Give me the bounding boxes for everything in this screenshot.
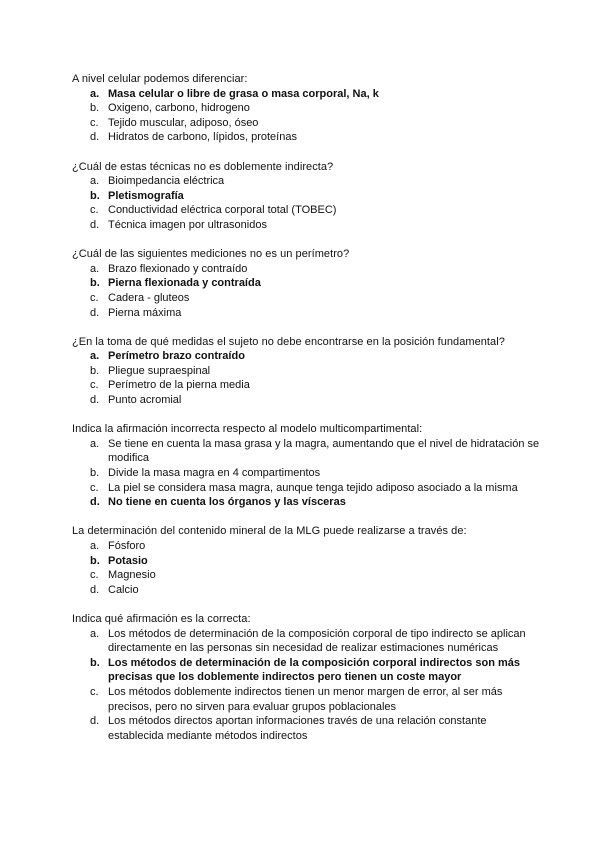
option-marker: b. bbox=[90, 189, 100, 202]
options-list bbox=[72, 87, 542, 145]
option-item bbox=[72, 627, 542, 656]
option-text: Los métodos de determinación de la composición corporal de tipo indirecto se aplican directamente en las personas sin necesidad de realizar estimaciones numéricas bbox=[108, 627, 526, 655]
option-item bbox=[72, 378, 542, 393]
option-marker: c. bbox=[90, 291, 99, 304]
option-text: Calcio bbox=[108, 583, 139, 596]
option-text: Cadera - gluteos bbox=[108, 291, 190, 304]
option-item bbox=[72, 583, 542, 598]
option-marker: d. bbox=[90, 496, 100, 509]
option-text: La piel se considera masa magra, aunque tenga tejido adiposo asociado a la misma bbox=[108, 481, 518, 494]
option-text: Pierna flexionada y contraída bbox=[108, 277, 261, 290]
option-item bbox=[72, 466, 542, 481]
question-text: La determinación del contenido mineral de la MLG puede realizarse a través de: bbox=[72, 525, 467, 538]
option-text: Pletismografía bbox=[108, 189, 184, 202]
option-marker: b. bbox=[90, 364, 100, 377]
option-item bbox=[72, 130, 542, 145]
option-item bbox=[72, 685, 542, 714]
question-text: Indica qué afirmación es la correcta: bbox=[72, 612, 251, 625]
option-marker: b. bbox=[90, 102, 100, 115]
option-marker: b. bbox=[90, 656, 100, 669]
option-item-correct bbox=[72, 656, 542, 685]
option-text: Tejido muscular, adiposo, óseo bbox=[108, 116, 259, 129]
option-item-correct bbox=[72, 189, 542, 204]
option-marker: a. bbox=[90, 175, 100, 188]
option-marker: d. bbox=[90, 218, 100, 231]
option-item bbox=[72, 714, 542, 743]
question-text: ¿Cuál de estas técnicas no es doblemente indirecta? bbox=[72, 160, 334, 173]
option-marker: d. bbox=[90, 131, 100, 144]
option-marker: c. bbox=[90, 481, 99, 494]
question-block bbox=[72, 612, 542, 743]
option-marker: a. bbox=[90, 262, 100, 275]
option-marker: a. bbox=[90, 350, 100, 363]
option-marker: a. bbox=[90, 437, 100, 450]
question-text: ¿En la toma de qué medidas el sujeto no debe encontrarse en la posición fundamental? bbox=[72, 335, 505, 348]
option-text: Conductividad eléctrica corporal total (TOBEC) bbox=[108, 204, 337, 217]
option-marker: d. bbox=[90, 583, 100, 596]
option-text: Se tiene en cuenta la masa grasa y la magra, aumentando que el nivel de hidratación se modifica bbox=[108, 437, 540, 465]
option-text: Oxigeno, carbono, hidrogeno bbox=[108, 102, 250, 115]
question-text: Indica la afirmación incorrecta respecto al modelo multicompartimental: bbox=[72, 423, 423, 436]
options-list bbox=[72, 262, 542, 320]
option-item bbox=[72, 116, 542, 131]
option-text: Brazo flexionado y contraído bbox=[108, 262, 248, 275]
option-marker: a. bbox=[90, 87, 100, 100]
option-text: Los métodos directos aportan informaciones través de una relación constante establecida mediante métodos indirectos bbox=[108, 715, 487, 742]
option-item-correct bbox=[72, 554, 542, 569]
option-text: Magnesio bbox=[108, 569, 156, 582]
option-marker: b. bbox=[90, 467, 100, 480]
option-text: Perímetro brazo contraído bbox=[108, 350, 245, 363]
option-text: Fósforo bbox=[108, 540, 146, 552]
options-list bbox=[72, 539, 542, 597]
option-item-correct bbox=[72, 87, 542, 102]
option-item-correct bbox=[72, 276, 542, 291]
option-marker: b. bbox=[90, 554, 100, 567]
option-item bbox=[72, 481, 542, 496]
option-marker: d. bbox=[90, 306, 100, 319]
option-item-correct bbox=[72, 349, 542, 364]
option-item bbox=[72, 101, 542, 116]
option-text: Masa celular o libre de grasa o masa corporal, Na, k bbox=[108, 87, 379, 100]
options-list bbox=[72, 174, 542, 232]
question-block bbox=[72, 72, 542, 145]
option-item bbox=[72, 262, 542, 277]
option-text: Pierna máxima bbox=[108, 306, 182, 319]
question-text: ¿Cuál de las siguientes mediciones no es un perímetro? bbox=[72, 248, 350, 261]
option-marker: c. bbox=[90, 116, 99, 129]
option-text: Los métodos doblemente indirectos tienen un menor margen de error, al ser más precisos, pero no sirven para evaluar grupos poblacionales bbox=[108, 685, 503, 713]
option-item bbox=[72, 306, 542, 321]
option-text: Hidratos de carbono, lípidos, proteínas bbox=[108, 131, 297, 144]
option-marker: d. bbox=[90, 394, 100, 407]
option-marker: c. bbox=[90, 569, 99, 582]
option-text: Potasio bbox=[108, 554, 148, 567]
option-marker: d. bbox=[90, 715, 100, 728]
option-item bbox=[72, 437, 542, 466]
question-block bbox=[72, 524, 542, 597]
options-list bbox=[72, 627, 542, 744]
option-text: Perímetro de la pierna media bbox=[108, 379, 250, 392]
option-text: Punto acromial bbox=[108, 394, 182, 407]
option-item bbox=[72, 364, 542, 379]
question-block bbox=[72, 160, 542, 233]
option-text: No tiene en cuenta los órganos y las vísceras bbox=[108, 496, 346, 509]
option-marker: b. bbox=[90, 277, 100, 290]
quiz-document bbox=[72, 72, 542, 743]
options-list bbox=[72, 349, 542, 407]
option-item bbox=[72, 203, 542, 218]
option-item bbox=[72, 174, 542, 189]
options-list bbox=[72, 437, 542, 510]
option-item bbox=[72, 291, 542, 306]
question-block bbox=[72, 422, 542, 510]
option-item-correct bbox=[72, 495, 542, 510]
option-text: Divide la masa magra en 4 compartimentos bbox=[108, 467, 321, 480]
option-item bbox=[72, 539, 542, 554]
question-block bbox=[72, 335, 542, 408]
option-marker: c. bbox=[90, 685, 99, 698]
option-text: Los métodos de determinación de la composición corporal indirectos son más precisas que los doblemente indirectos pero tienen un coste mayor bbox=[108, 656, 520, 684]
question-block bbox=[72, 247, 542, 320]
option-marker: c. bbox=[90, 379, 99, 392]
option-text: Técnica imagen por ultrasonidos bbox=[108, 218, 267, 231]
option-text: Pliegue supraespinal bbox=[108, 364, 211, 377]
option-marker: a. bbox=[90, 540, 100, 552]
question-text: A nivel celular podemos diferenciar: bbox=[72, 73, 248, 85]
option-marker: a. bbox=[90, 627, 100, 640]
option-item bbox=[72, 568, 542, 583]
option-item bbox=[72, 218, 542, 233]
option-item bbox=[72, 393, 542, 408]
option-marker: c. bbox=[90, 204, 99, 217]
option-text: Bioimpedancia eléctrica bbox=[108, 175, 225, 188]
